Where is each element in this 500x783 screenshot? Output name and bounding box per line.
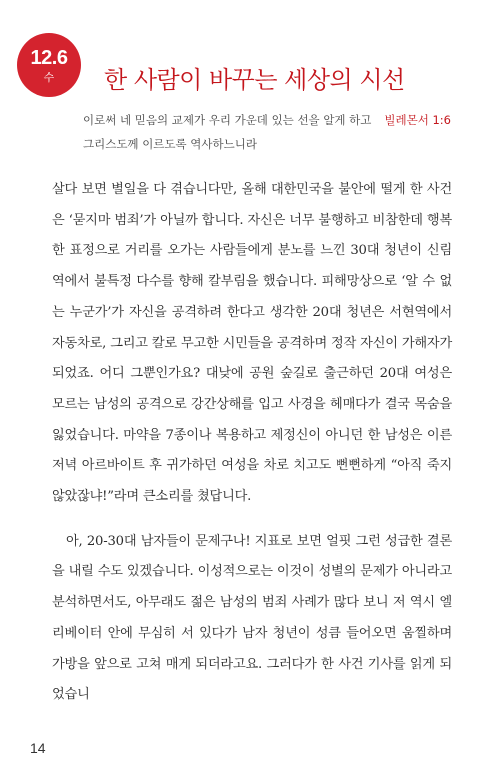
date-label: 12.6 — [30, 46, 68, 69]
page-title: 한 사람이 바꾸는 세상의 시선 — [104, 66, 405, 94]
weekday-label: 수 — [43, 70, 55, 84]
page-number: 14 — [30, 740, 46, 756]
verse-reference: 빌레몬서 1:6 — [384, 113, 451, 127]
body-text — [52, 175, 452, 711]
paragraph: 아, 20-30대 남자들이 문제구나! 지표로 보면 얼핏 그런 성급한 결론을 내릴 수도 있겠습니다. 이성적으로는 이것이 성별의 문제가 아니라고 분석하면서도, 아무래도 젊은 남성의 범죄 사례가 많다 보니 저 역시 엘리베이터 안에 무심히 서 있다가 남자 청년이 성큼 들어오면 움찔하며 가방을 앞으로 고쳐 매게 되더라고요. 그러다가 한 사건 기사를 읽게 되었습니 — [52, 533, 452, 703]
bible-verse — [83, 108, 451, 156]
paragraph: 살다 보면 별일을 다 겪습니다만, 올해 대한민국을 불안에 떨게 한 사건은 ‘묻지마 범죄’가 아닐까 합니다. 자신은 너무 불행하고 비참한데 행복한 표정으로 거리를 오가는 사람들에게 분노를 느낀 30대 청년이 신림역에서 불특정 다수를 향해 칼부림을 했습니다. 피해망상으로 ‘알 수 없는 누군가’가 자신을 공격하려 한다고 생각한 20대 청년은 서현역에서 자동차로, 그리고 칼로 무고한 시민들을 공격하며 정작 자신이 가해자가 되었죠. 어디 그뿐인가요? 대낮에 공원 숲길로 출근하던 20대 여성은 모르는 남성의 공격으로 강간상해를 입고 사경을 헤매다가 결국 목숨을 잃었습니다. 마약을 7종이나 복용하고 제정신이 아니던 한 남성은 이른 저녁 아르바이트 후 귀가하던 여성을 차로 치고도 뻔뻔하게 “아직 죽지 않았잖냐!”라며 큰소리를 쳤답니다. — [52, 182, 452, 505]
verse-text: 이로써 네 믿음의 교제가 우리 가운데 있는 선을 알게 하고 그리스도께 이르도록 역사하느니라 — [83, 113, 372, 151]
date-badge — [17, 33, 81, 97]
